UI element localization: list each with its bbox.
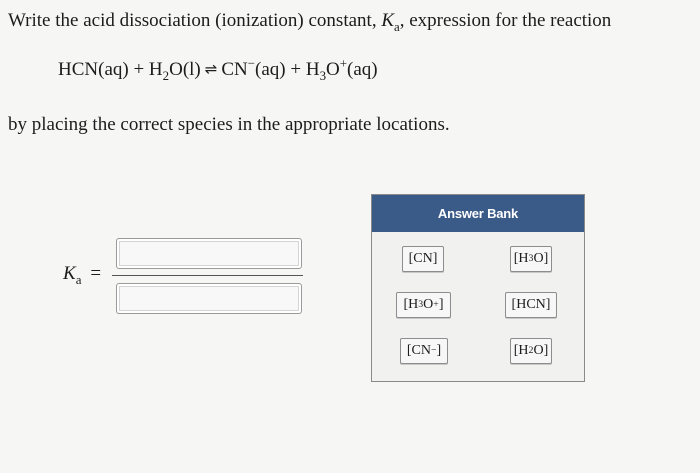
prompt-text-before: Write the acid dissociation (ionization) constant, [8,10,382,31]
prompt-text-after: , expression for the reaction [399,10,612,31]
plus-sign: + [285,59,306,80]
ka-subscript: a [75,271,82,287]
answer-bank-tiles [372,232,584,381]
answer-bank [371,194,585,382]
reactant-water: $H_2O(l)$ [148,59,201,83]
fraction-bar [112,275,303,276]
tile-h3o[interactable]: [H 3 O] [510,246,552,272]
ka-symbol: K [63,263,76,284]
instruction-text: by placing the correct species in the appropriate locations. [8,114,450,135]
product-cyanide: CN−(aq) [221,55,286,80]
tile-h3o-plus[interactable]: [H 3 O + ] [396,292,451,318]
numerator-drop-zone[interactable] [116,238,302,269]
k-subscript: a [394,18,400,34]
tile-h2o[interactable]: [H 2 O] [510,338,552,364]
tile-hcn[interactable]: [HCN] [505,292,557,318]
equals-sign: = [90,263,102,284]
plus-sign: + [128,59,149,80]
denominator-drop-zone[interactable] [116,283,302,314]
reaction-equation [58,55,378,83]
k-symbol: K [381,10,395,31]
tile-cn-minus[interactable]: [CN − ] [400,338,448,364]
equilibrium-arrow: ⇌ [204,60,218,78]
answer-bank-title: Answer Bank [372,195,584,232]
product-hydronium: $H_3O^+(aq)$ [305,55,378,83]
question-prompt [8,10,611,32]
ka-equals-label [63,263,101,285]
tile-cn[interactable]: [CN] [402,246,444,272]
reactant-hcn: HCN(aq) [58,59,129,80]
